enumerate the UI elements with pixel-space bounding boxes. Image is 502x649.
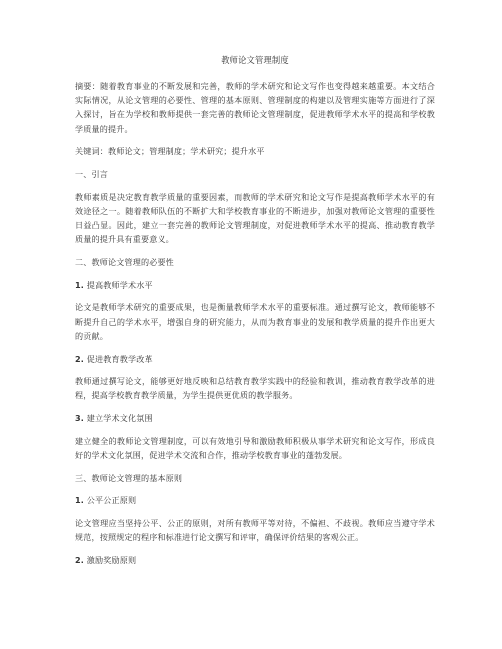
subsection-number: 2. bbox=[75, 555, 85, 566]
document-title: 教师论文管理制度 bbox=[221, 55, 289, 65]
subsection-number: 3. bbox=[75, 413, 85, 424]
section-heading-necessity: 二、教师论文管理的必要性 bbox=[75, 257, 174, 268]
subsection-number: 2. bbox=[75, 353, 85, 364]
subsection-heading bbox=[75, 411, 435, 425]
keywords-line: 关键词：教师论文；管理制度；学术研究；提升水平 bbox=[75, 146, 265, 157]
subsection-heading bbox=[75, 352, 435, 366]
subsection-paragraph: 教师通过撰写论文，能够更好地反映和总结教育教学实践中的经验和教训，推动教育教学改革的进程，提高学校教育教学质量，为学生提供更优质的教学服务。 bbox=[75, 376, 435, 401]
section-heading-introduction: 一、引言 bbox=[75, 169, 108, 180]
subsection-number: 1. bbox=[75, 495, 85, 506]
subsection-heading bbox=[75, 553, 435, 567]
subsection-heading bbox=[75, 493, 435, 507]
subsection-title: 提高教师学术水平 bbox=[86, 279, 153, 290]
subsection-heading bbox=[75, 278, 435, 292]
section-heading-principles: 三、教师论文管理的基本原则 bbox=[75, 472, 183, 483]
subsection-paragraph: 论文是教师学术研究的重要成果，也是衡量教师学术水平的重要标准。通过撰写论文，教师能够不断提升自己的学术水平，增强自身的研究能力，从而为教育事业的发展和教学质量的提升作出更大的贡献。 bbox=[75, 302, 435, 341]
subsection-title: 激励奖励原则 bbox=[86, 555, 137, 566]
subsection-title: 建立学术文化氛围 bbox=[86, 413, 153, 424]
abstract-paragraph: 摘要：随着教育事业的不断发展和完善，教师的学术研究和论文写作也变得越来越重要。本文结合实际情况，从论文管理的必要性、管理的基本原则、管理制度的构建以及管理实施等方面进行了深入探讨，旨在为学校和教师提供一套完善的教师论文管理制度，促进教师学术水平的提高和学校教学质量的提升。 bbox=[75, 81, 435, 134]
subsection-paragraph: 论文管理应当坚持公平、公正的原则，对所有教师平等对待，不偏袒、不歧视。教师应当遵守学术规范，按照规定的程序和标准进行论文撰写和评审，确保评价结果的客观公正。 bbox=[75, 518, 435, 543]
subsection-number: 1. bbox=[75, 279, 85, 290]
introduction-paragraph: 教师素质是决定教育教学质量的重要因素，而教师的学术研究和论文写作是提高教师学术水平的有效途径之一。随着教师队伍的不断扩大和学校教育事业的不断进步，加强对教师论文管理的重要性日益凸显。因此，建立一套完善的教师论文管理制度，对促进教师学术水平的提高、推动教育教学质量的提升具有重要意义。 bbox=[75, 191, 435, 245]
subsection-title: 促进教育教学改革 bbox=[86, 353, 153, 364]
subsection-title: 公平公正原则 bbox=[86, 495, 137, 506]
document-body bbox=[75, 53, 435, 576]
subsection-paragraph: 建立健全的教师论文管理制度，可以有效地引导和激励教师积极从事学术研究和论文写作，形成良好的学术文化氛围，促进学术交流和合作，推动学校教育事业的蓬勃发展。 bbox=[75, 435, 435, 461]
